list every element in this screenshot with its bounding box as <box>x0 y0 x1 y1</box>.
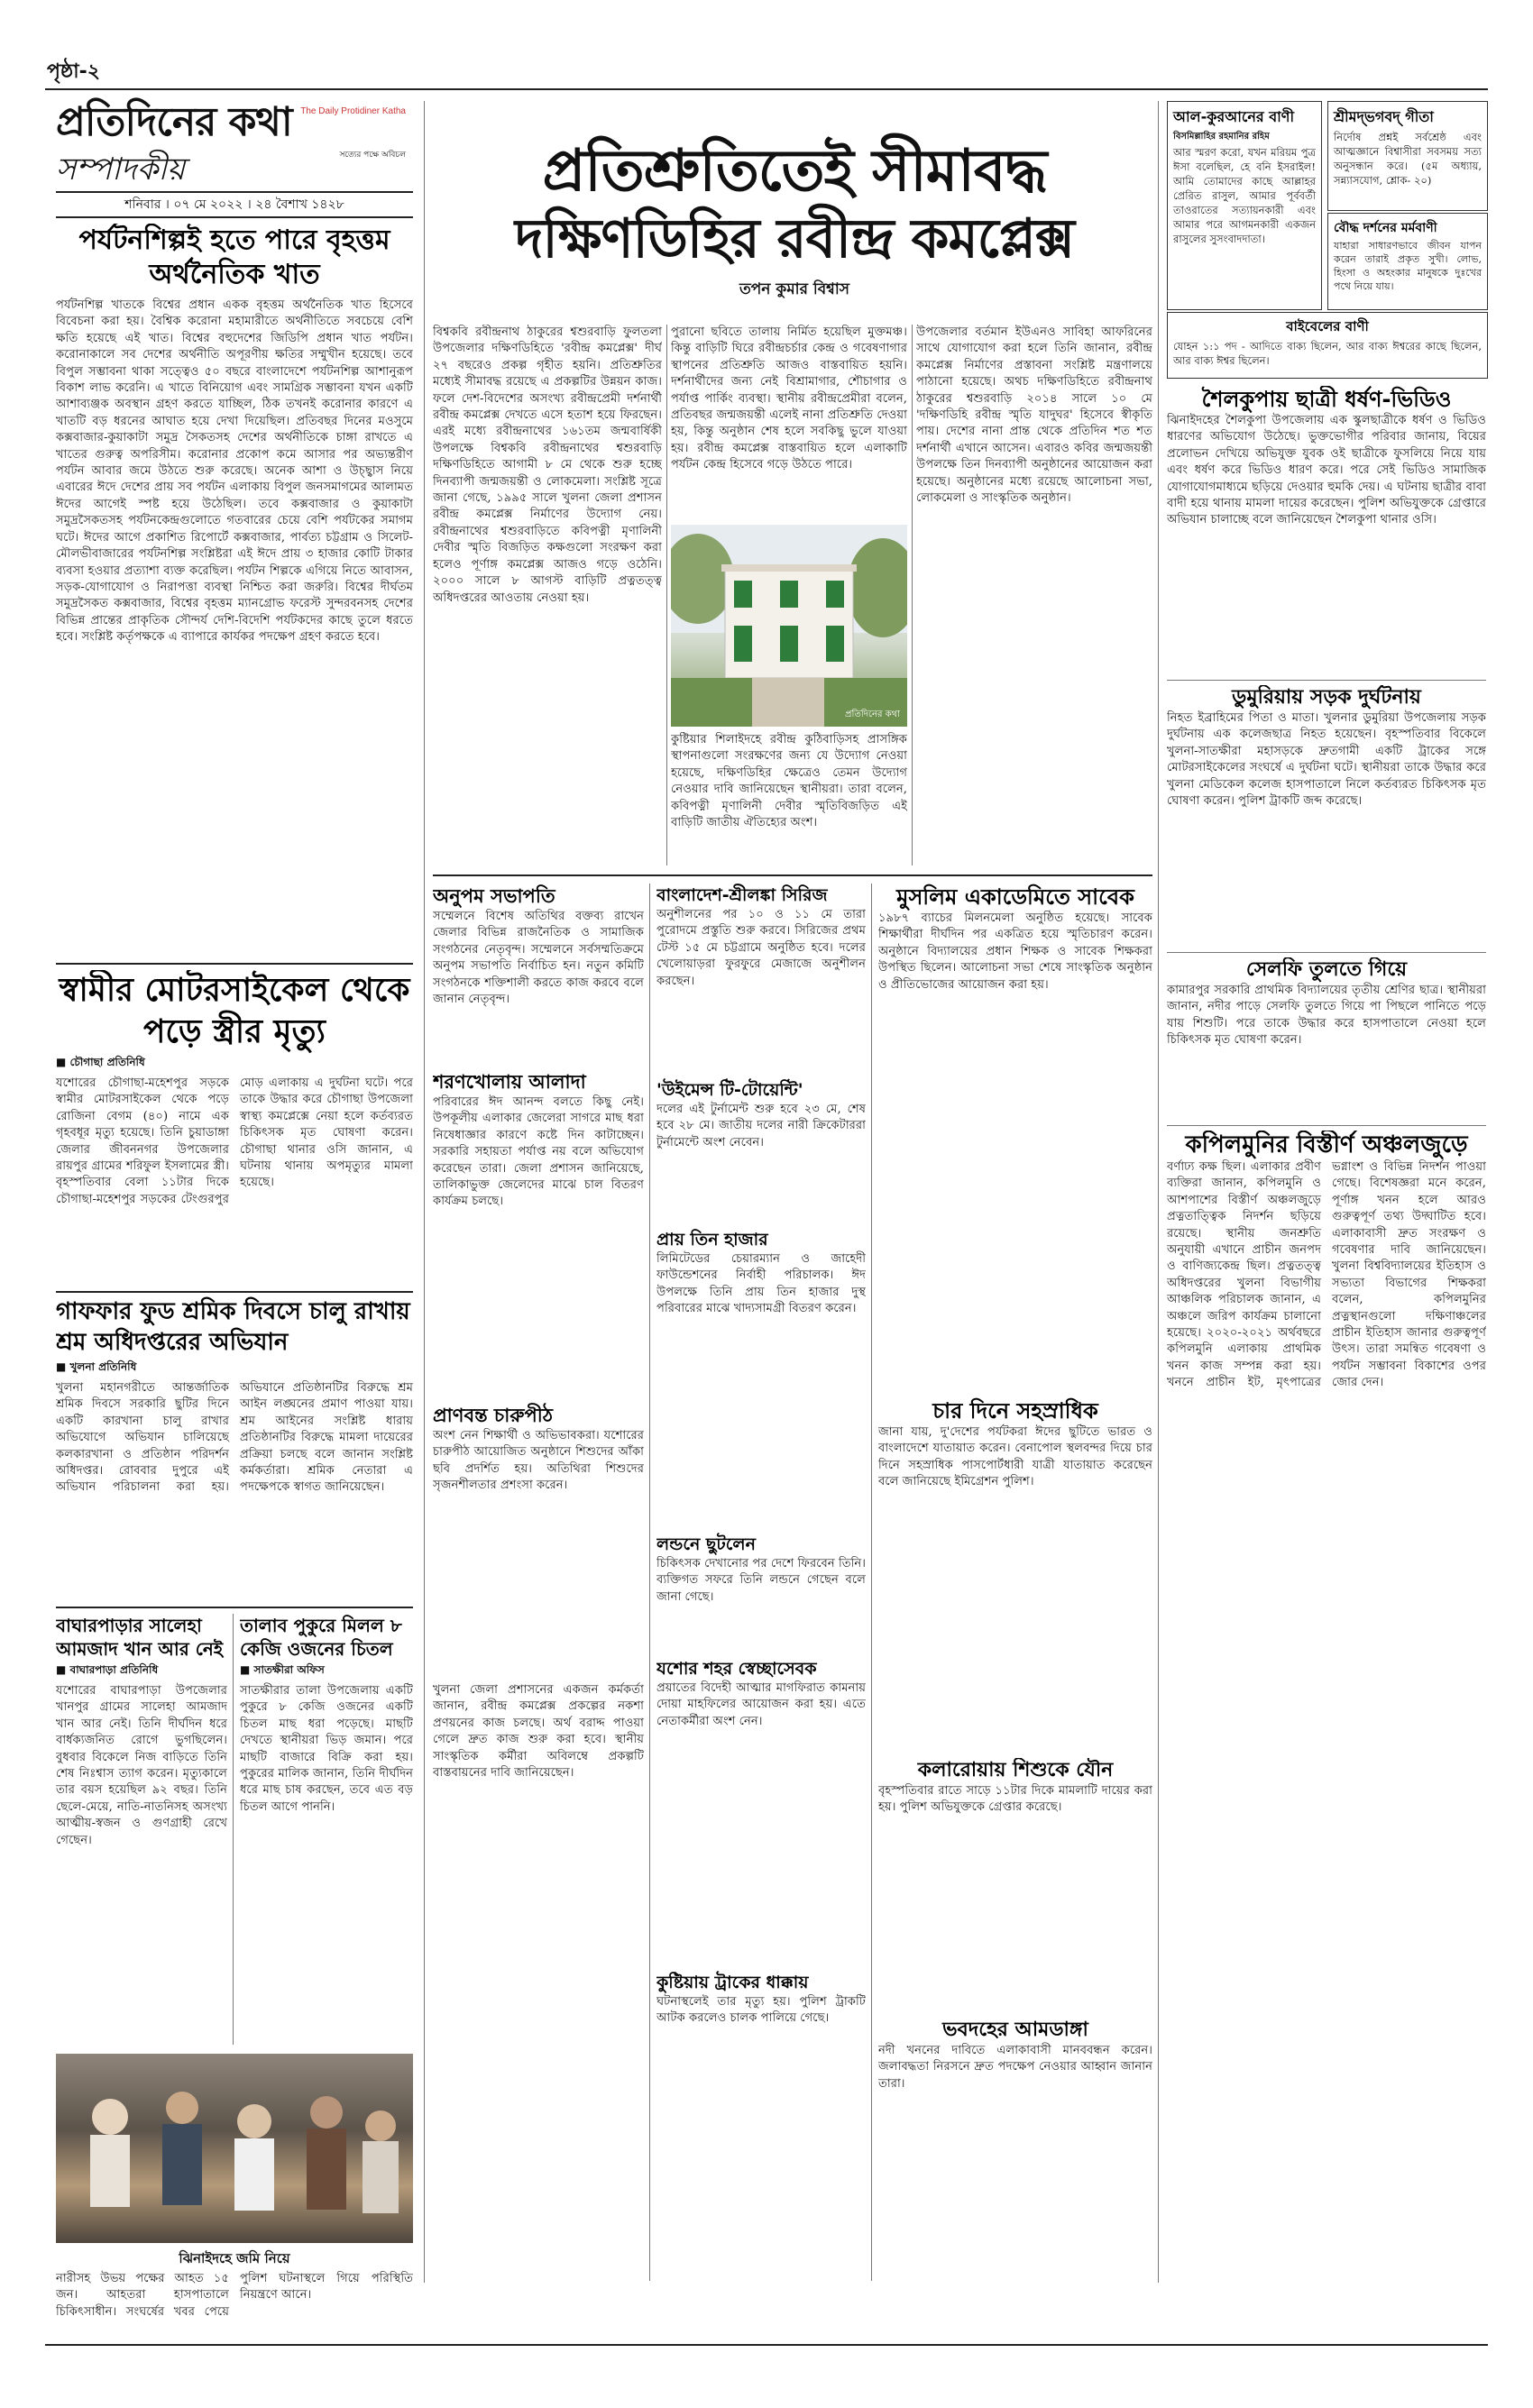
divider <box>871 884 872 2281</box>
photo-caption: ঝিনাইদহে জমি নিয়ে <box>179 2250 290 2266</box>
jashore-body: প্রয়াতের বিদেহী আত্মার মাগফিরাত কামনায় দোয়া মাহফিলের আয়োজন করা হয়। এতে নেতাকর্মীরা অংশ নেন। <box>656 1681 866 1728</box>
sharankhola-body: পরিবারের ঈদ আনন্দ বলতে কিছু নেই। উপকূলীয় এলাকার জেলেরা সাগরে মাছ ধরা নিষেধাজ্ঞার কারণে কষ্টে দিন কাটাচ্ছেন। সরকারি সহায়তা পর্যাপ্ত নয় বলে অভিযোগ করেছেন তারা। জেলা প্রশাসন জানিয়েছে, তালিকাভুক্ত জেলেদের মাঝে চাল বিতরণ কার্যক্রম চলছে। <box>433 1095 644 1209</box>
talab-body: সাতক্ষীরার তালা উপজেলায় একটি পুকুরে ৮ কেজি ওজনের একটি চিতল মাছ ধরা পড়েছে। মাছটি দেখতে স্থানীয়রা ভিড় জমান। পরে মাছটি বাজারে বিক্রি করা হয়। পুকুরের মালিক জানান, তিনি দীর্ঘদিন ধরে মাছ চাষ করছেন, তবে এত বড় চিতল আগে পাননি। <box>240 1684 413 1814</box>
main-col3-text: উপজেলার বর্তমান ইউএনও সাবিহা আফরিনের সাথে যোগাযোগ করা হলে তিনি জানান, রবীন্দ্র কমপ্লেক্স নির্মাণের প্রস্তাবনা সংশ্লিষ্ট মন্ত্রণালয়ে পাঠানো হয়েছে। অথচ দক্ষিণডিহিতে রবীন্দ্রনাথ ঠাকুরের শ্বশুরবাড়ি ২০১৪ সালে ১০ মে 'দক্ষিণডিহি রবীন্দ্র স্মৃতি যাদুঘর' হিসেবে স্বীকৃতি পায়। দেশের নানা প্রান্ত থেকে প্রতিদিন শত শত দর্শনার্থী এখানে আসেন। এবারও কবির জন্মজয়ন্তী উপলক্ষে তিন দিনব্যাপী অনুষ্ঠানের আয়োজন করা হয়েছে। অনুষ্ঠানের মধ্যে রয়েছে আলোচনা সভা, লোকমেলা ও সাংস্কৃতিক অনুষ্ঠান। <box>916 325 1152 506</box>
sharankhola-title: শরণখোলায় আলাদা <box>433 1071 586 1093</box>
bible-box <box>1167 312 1488 379</box>
dumuria-title: ডুমুরিয়ায় সড়ক দুর্ঘটনায় <box>1232 686 1421 709</box>
editorial <box>56 224 413 954</box>
main-title-line2: দক্ষিণডিহির রবীন্দ্র কমপ্লেক্স <box>515 207 1074 270</box>
muslim-academy-body: ১৯৮৭ ব্যাচের মিলনমেলা অনুষ্ঠিত হয়েছে। সাবেক শিক্ষার্থীরা দীর্ঘদিন পর একত্রিত হয়ে স্মৃতিচারণ করেন। অনুষ্ঠানে বিদ্যালয়ের প্রধান শিক্ষক ও সাবেক শিক্ষকরা উপস্থিত ছিলেন। আলোচনা সভা শেষে সাংস্কৃতিক অনুষ্ঠান ও প্রীতিভোজের আয়োজন করা হয়। <box>878 911 1152 992</box>
srilanka-story <box>656 884 866 1073</box>
divider <box>424 101 425 2283</box>
selfie-title: সেলফি তুলতে গিয়ে <box>1245 958 1408 981</box>
divider <box>56 963 413 965</box>
buddha-box <box>1327 213 1488 310</box>
kolaroa-title: কলারোয়ায় শিশুকে যৌন <box>917 1759 1114 1781</box>
jashore-title: যশোর শহর স্বেচ্ছাসেবক <box>656 1659 817 1679</box>
kopil-story <box>1167 1131 1486 2279</box>
divider <box>1167 680 1486 681</box>
bottom-rule <box>45 2344 1488 2346</box>
london-title: লন্ডনে ছুটলেন <box>656 1534 756 1554</box>
bible-body: যোহন ১:১ পদ - আদিতে বাক্য ছিলেন, আর বাক্য ঈশ্বরের কাছে ছিলেন, আর বাক্য ঈশ্বর ছিলেন। <box>1173 340 1482 367</box>
main-under-text: কুষ্টিয়ার শিলাইদহে রবীন্দ্র কুঠিবাড়িসহ প্রাসঙ্গিক স্থাপনাগুলো সংরক্ষণের জন্য যে উদ্যোগ নেওয়া হয়েছে, দক্ষিণডিহির ক্ষেত্রেও তেমন উদ্যোগ নেওয়ার দাবি জানিয়েছেন স্থানীয়রা। তারা বলেন, কবিপত্নী মৃণালিনী দেবীর স্মৃতিবিজড়িত এই বাড়িটি জাতীয় ঐতিহ্যের অংশ। <box>671 733 907 830</box>
bible-title: বাইবেলের বাণী <box>1286 318 1369 334</box>
pranabanta-story <box>433 1403 644 1673</box>
muslim-academy-story <box>878 884 1152 1388</box>
divider <box>666 325 667 865</box>
talab-byline: ■ সাতক্ষীরা অফিস <box>240 1663 325 1676</box>
main-headline <box>438 137 1151 303</box>
quran-title: আল-কুরআনের বাণী <box>1173 108 1295 125</box>
gita-title: শ্রীমদ্‌ভগবদ্ গীতা <box>1334 108 1434 125</box>
dumuria-story <box>1167 685 1486 947</box>
quran-box <box>1167 101 1322 310</box>
editorial-title: পর্যটনশিল্পই হতে পারে বৃহত্তম অর্থনৈতিক খাত <box>78 224 390 290</box>
divider <box>56 1291 413 1293</box>
gafar-byline: ■ খুলনা প্রতিনিধি <box>56 1360 137 1373</box>
divider <box>433 874 1152 876</box>
people-photo <box>56 2054 413 2243</box>
selfie-story <box>1167 957 1486 1120</box>
kolaroa-story <box>878 1758 1152 2010</box>
main-col1 <box>433 325 662 865</box>
bagharpara-title: বাঘারপাড়ার সালেহা আমজাদ খান আর নেই <box>56 1615 224 1660</box>
main-col2 <box>671 325 907 521</box>
divider <box>912 325 913 865</box>
gafar-body: খুলনা মহানগরীতে আন্তর্জাতিক শ্রমিক দিবসে সরকারি ছুটির দিনে একটি কারখানা চালু রাখার অভিযোগে অভিযান চালিয়েছে কলকারখানা ও প্রতিষ্ঠান পরিদর্শন অধিদপ্তর। রোববার দুপুরে এই অভিযান পরিচালনা করা হয়। অভিযানে প্রতিষ্ঠানটির বিরুদ্ধে শ্রম আইন লঙ্ঘনের প্রমাণ পাওয়া যায়। শ্রম আইনের সংশ্লিষ্ট ধারায় প্রতিষ্ঠানটির বিরুদ্ধে মামলা দায়েরের প্রক্রিয়া চলছে বলে জানান সংশ্লিষ্ট কর্মকর্তারা। শ্রমিক নেতারা এ পদক্ষেপকে স্বাগত জানিয়েছেন। <box>56 1381 413 1495</box>
main-under-photo <box>671 732 907 867</box>
tin-hajar-title: প্রায় তিন হাজার <box>656 1230 768 1250</box>
gita-box <box>1327 101 1488 211</box>
gafar-title: গাফফার ফুড শ্রমিক দিবসে চালু রাখায় শ্রম অধিদপ্তরের অভিযান <box>56 1298 410 1356</box>
divider <box>233 1614 234 2045</box>
kushtia-title: কুষ্টিয়ায় ট্রাকের ধাক্কায় <box>656 1973 809 1992</box>
main-col3 <box>916 325 1152 865</box>
kushtia-story <box>656 1971 866 2277</box>
masthead-english: The Daily Protidiner Katha <box>300 106 406 116</box>
anupam-body: সম্মেলনে বিশেষ অতিথির বক্তব্য রাখেন জেলার বিভিন্ন রাজনৈতিক ও সামাজিক সংগঠনের নেতৃবৃন্দ। সম্মেলনে সর্বসম্মতিক্রমে অনুপম সভাপতি নির্বাচিত হন। নতুন কমিটি সংগঠনকে শক্তিশালী করতে কাজ করবে বলে জানান নেতৃবৃন্দ। <box>433 910 644 1007</box>
divider <box>1167 1125 1486 1126</box>
womens-t20-body: দলের এই টুর্নামেন্ট শুরু হবে ২৩ মে, শেষ হবে ২৮ মে। জাতীয় দলের নারী ক্রিকেটাররা টুর্নামেন্টে অংশ নেবেন। <box>656 1103 866 1149</box>
building-photo-art <box>671 525 907 727</box>
kopil-title: কপিলমুনির বিস্তীর্ণ অঞ্চলজুড়ে <box>1185 1131 1468 1158</box>
shoilkupa-title: শৈলকুপায় ছাত্রী ধর্ষণ-ভিডিও <box>1201 387 1452 412</box>
bhabadah-title: ভবদহের আমডাঙ্গা <box>942 2019 1088 2041</box>
quran-subtitle: বিসমিল্লাহির রহমানির রহিম <box>1173 132 1270 142</box>
top-rule <box>45 88 1488 90</box>
anupam-title: অনুপম সভাপতি <box>433 885 555 907</box>
jashore-story <box>656 1657 866 1964</box>
building-photo <box>671 525 907 727</box>
tin-hajar-body: লিমিটেডের চেয়ারম্যান ও জাহেদী ফাউন্ডেশনের নির্বাহী পরিচালক। ঈদ উপলক্ষে তিনি প্রায় তিন হাজার দুস্থ পরিবারের মাঝে খাদ্যসামগ্রী বিতরণ করেন। <box>656 1252 866 1316</box>
divider <box>1167 952 1486 953</box>
gafar-story <box>56 1296 413 1601</box>
motorcycle-title: স্বামীর মোটরসাইকেল থেকে পড়ে স্ত্রীর মৃত্যু <box>59 972 410 1050</box>
masthead-title: প্রতিদিনের কথা <box>56 99 292 145</box>
masthead <box>56 99 413 187</box>
pranabanta-body: অংশ নেন শিক্ষার্থী ও অভিভাবকরা। যশোরের চারুপীঠ আয়োজিত অনুষ্ঠানে শিশুদের আঁকা ছবি প্রদর্শিত হয়। অতিথিরা শিশুদের সৃজনশীলতার প্রশংসা করেন। <box>433 1429 644 1493</box>
char-din-story <box>878 1397 1152 1749</box>
talab-story <box>240 1614 413 2046</box>
kushtia-body: ঘটনাস্থলেই তার মৃত্যু হয়। পুলিশ ট্রাকটি আটক করলেও চালক পালিয়ে গেছে। <box>656 1995 866 2026</box>
editorial-body: পর্যটনশিল্প খাতকে বিশ্বের প্রধান একক বৃহত্তম অর্থনৈতিক খাত হিসেবে বিবেচনা করা হয়। বৈশ্বিক করোনা মহামারীতে অর্থনীতিতে সবচেয়ে বেশি ক্ষতি হয়েছে এই খাত। বিশ্বের বহুদেশের জিডিপি প্রধান খাত পর্যটন। করোনাকালে সব দেশের অর্থনীতি অপূরণীয় ক্ষতির সম্মুখীন হয়েছে। তবে বিপুল সম্ভাবনা থাকা সত্ত্বেও ৫০ বছরে বাংলাদেশে পর্যটনশিল্প আশানুরূপ বিকাশ লাভ করেনি। এ খাতে বিনিয়োগ এবং সামগ্রিক সম্ভাবনা যখন একটি আশাব্যঞ্জক অবস্থান গ্রহণ করতে যাচ্ছিল, ঠিক তখনই করোনার কারণে এ খাতটি বড় ধরনের আঘাত হয়ে দেখা দিয়েছিল। প্রতিবছর দিনের মওসুমে কক্সবাজার-কুয়াকাটা সমুদ্র সৈকতসহ দেশের অর্থনীতিকে চাঙ্গা রাখতে এ খাতের গুরুত্ব অপরিসীম। করোনার প্রকোপ কমে আসার পর অভ্যন্তরীণ পর্যটন আবার জমে উঠতে শুরু করেছে। অনেক আশা ও উচ্ছ্বাস নিয়ে এবারের ঈদে দেশের প্রায় সব পর্যটন এলাকায় বিপুল জনসমাগমের আলামত ঈদের আগেই স্পষ্ট হয়ে উঠেছিল। তবে কক্সবাজার ও কুয়াকাটা সমুদ্রসৈকতসহ পর্যটনকেন্দ্রগুলোতে গতবারের চেয়ে বেশি পর্যটকের সমাগম ঘটে। ঈদের আগে প্রকাশিত রিপোর্টে কক্সবাজার, পার্বত্য চট্টগ্রাম ও সিলেট-মৌলভীবাজারের পর্যটনশিল্প সংশ্লিষ্টরা এই ঈদে প্রায় ৩ হাজার কোটি টাকার ব্যবসা হওয়ার প্রত্যাশা ব্যক্ত করেছিল। পর্যটন শিল্পকে এগিয়ে নিতে আবাসন, সড়ক-যোগাযোগ ও নিরাপত্তা ব্যবস্থা নিশ্চিত করা জরুরি। বিশ্বের দীর্ঘতম সমুদ্রসৈকত কক্সবাজার, বিশ্বের বৃহত্তম ম্যানগ্রোভ ফরেস্ট সুন্দরবনসহ দেশের বিভিন্ন প্রান্তের প্রাকৃতিক সৌন্দর্য দেশি-বিদেশি পর্যটকদের কাছে তুলে ধরতে হবে। সংশ্লিষ্ট কর্তৃপক্ষকে এ ব্যাপারে কার্যকর পদক্ষেপ গ্রহণ করতে হবে। <box>56 298 413 645</box>
talab-title: তালাব পুকুরে মিলল ৮ কেজি ওজনের চিতল <box>240 1615 402 1660</box>
photo-credit: প্রতিদিনের কথা <box>845 710 900 719</box>
masthead-tagline: সত্যের পক্ষে অবিচল <box>339 151 406 160</box>
bagharpara-body: যশোরের বাঘারপাড়া উপজেলার খানপুর গ্রামের সালেহা আমজাদ খান আর নেই। তিনি দীর্ঘদিন ধরে বার্ধক্যজনিত রোগে ভুগছিলেন। বুধবার বিকেলে নিজ বাড়িতে তিনি শেষ নিঃশ্বাস ত্যাগ করেন। মৃত্যুকালে তার বয়স হয়েছিল ৯২ বছর। তিনি ছেলে-মেয়ে, নাতি-নাতনিসহ অসংখ্য আত্মীয়-স্বজন ও গুণগ্রাহী রেখে গেছেন। <box>56 1684 227 1847</box>
tin-hajar-story <box>656 1228 866 1525</box>
buddha-title: বৌদ্ধ দর্শনের মর্মবাণী <box>1334 221 1437 235</box>
dateline: শনিবার । ০৭ মে ২০২২ । ২৪ বৈশাখ ১৪২৮ <box>56 191 413 218</box>
main-continuation-text: খুলনা জেলা প্রশাসনের একজন কর্মকর্তা জানান, রবীন্দ্র কমপ্লেক্স প্রকল্পের নকশা প্রণয়নের কাজ চলছে। অর্থ বরাদ্দ পাওয়া গেলে দ্রুত কাজ শুরু করা হবে। স্থানীয় সাংস্কৃতিক কর্মীরা অবিলম্বে প্রকল্পটি বাস্তবায়নের দাবি জানিয়েছেন। <box>433 1683 644 1781</box>
sharankhola-story <box>433 1069 644 1394</box>
muslim-academy-title: মুসলিম একাডেমিতে সাবেক <box>896 884 1134 910</box>
gita-body: নির্দোষ প্রশ্নই সর্বশ্রেষ্ঠ এবং আত্মজ্ঞানে বিশ্বাসীরা সবসময় সত্য অনুসন্ধান করে। (৫ম অধ্যায়, সন্ন্যাসযোগ, শ্লোক- ২০) <box>1334 131 1482 187</box>
page-number: পৃষ্ঠা-২ <box>47 60 101 83</box>
kolaroa-body: বৃহস্পতিবার রাতে সাড়ে ১১টার দিকে মামলাটি দায়ের করা হয়। পুলিশ অভিযুক্তকে গ্রেপ্তার করেছে। <box>878 1784 1152 1815</box>
london-body: চিকিৎসক দেখানোর পর দেশে ফিরবেন তিনি। ব্যক্তিগত সফরে তিনি লন্ডনে গেছেন বলে জানা গেছে। <box>656 1557 866 1604</box>
buddha-body: যাহারা সাধারণভাবে জীবন যাপন করেন তারাই প্রকৃত সুখী। লোভ, হিংসা ও অহংকার মানুষকে দুঃখের পথে নিয়ে যায়। <box>1334 240 1482 292</box>
photo-caption-body: নারীসহ উভয় পক্ষের আহত ১৫ জন। আহতরা হাসপাতালে চিকিৎসাধীন। সংঘর্ষের খবর পেয়ে পুলিশ ঘটনাস্থলে গিয়ে পরিস্থিতি নিয়ন্ত্রণে আনে। <box>56 2272 413 2319</box>
divider <box>649 884 650 2281</box>
main-author: তপন কুমার বিশ্বাস <box>739 280 850 298</box>
srilanka-title: বাংলাদেশ-শ্রীলঙ্কা সিরিজ <box>656 885 828 905</box>
bhabadah-body: নদী খননের দাবিতে এলাকাবাসী মানববন্ধন করেন। জলাবদ্ধতা নিরসনে দ্রুত পদক্ষেপ নেওয়ার আহ্বান জানান তারা। <box>878 2044 1152 2091</box>
people-photo-art <box>56 2054 413 2243</box>
main-col2-text: পুরানো ছবিতে তালায় নির্মিত হয়েছিল মুক্তমঞ্চ। কিন্তু বাড়িটি ঘিরে রবীন্দ্রচর্চার কেন্দ্র ও গবেষণাগার স্থাপনের প্রতিশ্রুতি আজও বাস্তবায়িত হয়নি। দর্শনার্থীদের জন্য নেই বিশ্রামাগার, শৌচাগার ও পর্যাপ্ত পার্কিং ব্যবস্থা। স্থানীয় রবীন্দ্রপ্রেমীরা বলেন, প্রতিবছর জন্মজয়ন্তী এলেই নানা প্রতিশ্রুতি দেওয়া হয়, কিন্তু অনুষ্ঠান শেষ হলে সবকিছু ভুলে যাওয়া হয়। রবীন্দ্র কমপ্লেক্স বাস্তবায়িত হলে এলাকাটি পর্যটন কেন্দ্র হিসেবে গড়ে উঠতে পারে। <box>671 325 907 472</box>
char-din-body: জানা যায়, দু'দেশের পর্যটকরা ঈদের ছুটিতে ভারত ও বাংলাদেশে যাতায়াত করেন। বেনাপোল স্থলবন্দর দিয়ে চার দিনে সহস্রাধিক পাসপোর্টধারী যাত্রী যাতায়াত করেছেন বলে জানিয়েছে ইমিগ্রেশন পুলিশ। <box>878 1425 1152 1489</box>
char-din-title: চার দিনে সহস্রাধিক <box>932 1398 1098 1424</box>
divider <box>1158 101 1159 2283</box>
dumuria-body: নিহত ইব্রাহিমের পিতা ও মাতা। খুলনার ডুমুরিয়া উপজেলায় সড়ক দুর্ঘটনায় এক কলেজছাত্র নিহত হয়েছেন। বৃহস্পতিবার বিকেলে খুলনা-সাতক্ষীরা মহাসড়কে দ্রুতগামী একটি ট্রাকের সঙ্গে মোটরসাইকেলের সংঘর্ষে এ দুর্ঘটনা ঘটে। স্থানীয়রা তাকে উদ্ধার করে খুলনা মেডিকেল কলেজ হাসপাতালে নিলে কর্তব্যরত চিকিৎসক মৃত ঘোষণা করেন। পুলিশ ট্রাকটি জব্দ করেছে। <box>1167 711 1486 809</box>
womens-t20-title: 'উইমেন্স টি-টোয়েন্টি' <box>656 1080 803 1100</box>
kopil-body: বর্ণাঢ্য কক্ষ ছিল। এলাকার প্রবীণ ব্যক্তিরা জানান, কপিলমুনি ও আশপাশের বিস্তীর্ণ অঞ্চলজুড়ে প্রত্নতাত্ত্বিক নিদর্শন ছড়িয়ে রয়েছে। স্থানীয় জনশ্রুতি অনুযায়ী এখানে প্রাচীন জনপদ ও বাণিজ্যকেন্দ্র ছিল। প্রত্নতত্ত্ব অধিদপ্তরের খুলনা বিভাগীয় আঞ্চলিক পরিচালক জানান, এ অঞ্চলে জরিপ কার্যক্রম চালানো হয়েছে। ২০২০-২০২১ অর্থবছরে কপিলমুনি এলাকায় প্রাথমিক খনন কাজ সম্পন্ন করা হয়। খননে প্রাচীন ইট, মৃৎপাত্রের ভগ্নাংশ ও বিভিন্ন নিদর্শন পাওয়া গেছে। বিশেষজ্ঞরা মনে করেন, পূর্ণাঙ্গ খনন হলে আরও গুরুত্বপূর্ণ তথ্য উদ্ঘাটিত হবে। এলাকাবাসী দ্রুত সংরক্ষণ ও গবেষণার দাবি জানিয়েছেন। খুলনা বিশ্ববিদ্যালয়ের ইতিহাস ও সভ্যতা বিভাগের শিক্ষকরা বলেন, কপিলমুনির প্রত্নস্থানগুলো দক্ষিণাঞ্চলের প্রাচীন ইতিহাস জানার গুরুত্বপূর্ণ উৎস। তারা সমন্বিত গবেষণা ও পর্যটন সম্ভাবনা বিকাশের ওপর জোর দেন। <box>1167 1160 1486 1390</box>
shoilkupa-body: ঝিনাইদহের শৈলকুপা উপজেলায় এক স্কুলছাত্রীকে ধর্ষণ ও ভিডিও ধারণের অভিযোগ উঠেছে। ভুক্তভোগীর পরিবার জানায়, বিয়ের প্রলোভন দেখিয়ে অভিযুক্ত যুবক ওই ছাত্রীকে ফুসলিয়ে নিয়ে যায় এবং ধর্ষণ করে ভিডিও ধারণ করে। পরে সেই ভিডিও সামাজিক যোগাযোগমাধ্যমে ছড়িয়ে দেওয়ার হুমকি দেয়। এ ঘটনায় ছাত্রীর বাবা বাদী হয়ে থানায় মামলা দায়ের করেছেন। পুলিশ অভিযুক্তকে গ্রেপ্তারে অভিযান চালাচ্ছে বলে জানিয়েছেন শৈলকুপা থানার ওসি। <box>1167 414 1486 527</box>
motorcycle-story <box>56 970 413 1286</box>
main-col1-text: বিশ্বকবি রবীন্দ্রনাথ ঠাকুরের শ্বশুরবাড়ি ফুলতলা উপজেলার দক্ষিণডিহিতে 'রবীন্দ্র কমপ্লেক্স' দীর্ঘ ২৭ বছরেও প্রকল্প গৃহীত হয়নি। প্রতিশ্রুতির মধ্যেই সীমাবদ্ধ রয়েছে এ প্রকল্পটির উন্নয়ন কাজ। ফলে দেশ-বিদেশের অসংখ্য রবীন্দ্রপ্রেমী দর্শনার্থী রবীন্দ্র কমপ্লেক্স দেখতে এসে হতাশ হয়ে ফিরছেন। এরই মধ্যে রবীন্দ্রনাথের ১৬১তম জন্মবার্ষিকী উপলক্ষে বিশ্বকবি রবীন্দ্রনাথের শ্বশুরবাড়ি দক্ষিণডিহিতে আগামী ৮ মে থেকে শুরু হচ্ছে দিনব্যাপী জন্মজয়ন্তী ও লোকমেলা। সংশ্লিষ্ট সূত্রে জানা গেছে, ১৯৯৫ সালে খুলনা জেলা প্রশাসন রবীন্দ্র কমপ্লেক্স নির্মাণের উদ্যোগ নেয়। রবীন্দ্রনাথের শ্বশুরবাড়িতে কবিপত্নী মৃণালিনী দেবীর স্মৃতি বিজড়িত কক্ষগুলো সংরক্ষণ করা হলেও পূর্ণাঙ্গ কমপ্লেক্স আজও গড়ে ওঠেনি। ২০০০ সালে ৮ আগস্ট বাড়িটি প্রত্নতত্ত্ব অধিদপ্তরের আওতায় নেওয়া হয়। <box>433 325 662 605</box>
bhabadah-story <box>878 2018 1152 2279</box>
womens-t20-story <box>656 1078 866 1222</box>
divider <box>56 1607 413 1608</box>
srilanka-body: অনুশীলনের পর ১০ ও ১১ মে তারা পুরোদমে প্রস্তুতি শুরু করবে। সিরিজের প্রথম টেস্ট ১৫ মে চট্টগ্রামে অনুষ্ঠিত হবে। দলের খেলোয়াড়রা ফুরফুরে মেজাজে অনুশীলন করছেন। <box>656 908 866 988</box>
main-continuation <box>433 1682 644 2277</box>
photo-caption-block <box>56 2248 413 2357</box>
london-story <box>656 1533 866 1650</box>
pranabanta-title: প্রাণবন্ত চারুপীঠ <box>433 1405 553 1426</box>
quran-body: আর স্মরণ করো, যখন মরিয়ম পুত্র ঈসা বলেছিল, হে বনি ইসরাইল! আমি তোমাদের কাছে আল্লাহর প্রেরিত রাসুল, আমার পূর্ববর্তী তাওরাতের সত্যায়নকারী এবং আমার পরে আগমনকারী একজন রাসুলের সুসংবাদদাতা। <box>1173 146 1316 245</box>
section-title: সম্পাদকীয় <box>56 153 186 187</box>
motorcycle-body: যশোরের চৌগাছা-মহেশপুর সড়কে স্বামীর মোটরসাইকেল থেকে পড়ে রোজিনা বেগম (৪০) নামে এক গৃহবধূর মৃত্যু হয়েছে। তিনি চুয়াডাঙ্গা জেলার জীবননগর উপজেলার রায়পুর গ্রামের শরিফুল ইসলামের স্ত্রী। বৃহস্পতিবার বেলা ১১টার দিকে চৌগাছা-মহেশপুর সড়কের টেংগুরপুর মোড় এলাকায় এ দুর্ঘটনা ঘটে। পরে তাকে উদ্ধার করে চৌগাছা উপজেলা স্বাস্থ্য কমপ্লেক্সে নেয়া হলে কর্তব্যরত চিকিৎসক মৃত ঘোষণা করেন। চৌগাছা থানার ওসি জানান, এ ঘটনায় থানায় অপমৃত্যুর মামলা হয়েছে। <box>56 1076 413 1206</box>
bagharpara-story <box>56 1614 227 2046</box>
bagharpara-byline: ■ বাঘারপাড়া প্রতিনিধি <box>56 1663 159 1676</box>
main-title-line1: প্রতিশ্রুতিতেই সীমাবদ্ধ <box>542 138 1047 205</box>
shoilkupa-story <box>1167 386 1486 674</box>
motorcycle-byline: ■ চৌগাছা প্রতিনিধি <box>56 1056 145 1068</box>
selfie-body: কামারপুর সরকারি প্রাথমিক বিদ্যালয়ের তৃতীয় শ্রেণির ছাত্র। স্থানীয়রা জানান, নদীর পাড়ে সেলফি তুলতে গিয়ে পা পিছলে পানিতে পড়ে যায় শিশুটি। পরে তাকে উদ্ধার করে হাসপাতালে নেওয়া হলে চিকিৎসক মৃত ঘোষণা করেন। <box>1167 984 1486 1048</box>
anupam-story <box>433 884 644 1064</box>
